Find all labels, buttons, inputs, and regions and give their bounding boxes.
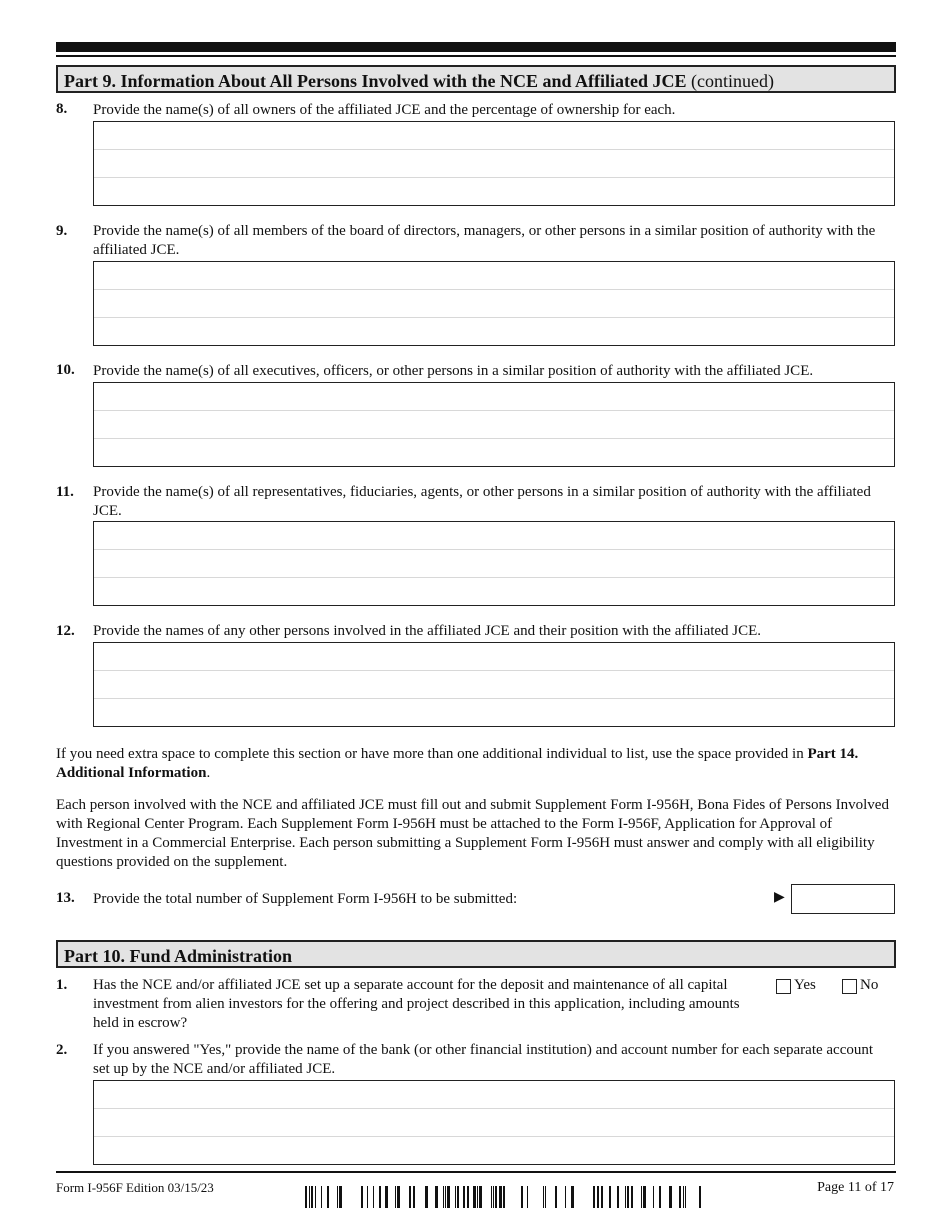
yes-checkbox[interactable]: [776, 979, 791, 994]
q10-answer-field[interactable]: [93, 382, 895, 467]
barcode-icon: [305, 1186, 710, 1208]
yes-label: Yes: [794, 977, 816, 993]
part9-header: [56, 65, 896, 93]
extra-space-note: [56, 745, 896, 783]
q9-text: Provide the name(s) of all members of the board of directors, managers, or other persons in a similar position of authority with the affiliated JCE.: [93, 223, 876, 258]
part9-title-suffix: (continued): [686, 71, 775, 91]
p10-q2-number: 2.: [56, 1042, 68, 1058]
supplement-instructions: Each person involved with the NCE and affiliated JCE must fill out and submit Supplement Form I-956H, Bona Fides of Persons Involved with Regional Center Program. Each Supplement Form I-956H must be attached to the Form I-956F, Application for Approval of Investment in a Commercial Enterprise. Each person submitting a Supplement Form I-956H must answer and comply with all eligibility questions provided on the supplement.: [56, 797, 889, 870]
top-rule-thick: [56, 42, 896, 52]
q10-number: 10.: [56, 362, 75, 378]
no-label: No: [860, 977, 879, 993]
q10-text: Provide the name(s) of all executives, officers, or other persons in a similar position of authority with the affiliated JCE.: [93, 363, 814, 379]
q13-number: 13.: [56, 890, 75, 906]
q11-answer-field[interactable]: [93, 521, 895, 606]
barcode-gap: [703, 1186, 705, 1208]
part10-title: Part 10. Fund Administration: [64, 946, 293, 966]
extra-space-end: .: [206, 765, 211, 781]
q8-answer-field[interactable]: [93, 121, 895, 206]
top-rule-thin: [56, 55, 896, 57]
no-checkbox[interactable]: [842, 979, 857, 994]
part10-header: [56, 940, 896, 968]
q13-count-input[interactable]: [791, 884, 895, 914]
p10-q2-answer-field[interactable]: [93, 1080, 895, 1165]
q11-text: Provide the name(s) of all representatives, fiduciaries, agents, or other persons in a similar position of authority with the affiliated JCE.: [93, 484, 871, 519]
p10-q1-text: Has the NCE and/or affiliated JCE set up a separate account for the deposit and maintenance of all capital investment from alien investors for the offering and project described in this application, including amounts held in escrow?: [93, 977, 740, 1031]
q12-answer-field[interactable]: [93, 642, 895, 727]
p10-q2-text: If you answered "Yes," provide the name of the bank (or other financial institution) and account number for each separate account set up by the NCE and/or affiliated JCE.: [93, 1042, 874, 1077]
p10-q1-number: 1.: [56, 977, 68, 993]
bottom-rule: [56, 1171, 896, 1173]
page-number: Page 11 of 17: [817, 1180, 894, 1195]
form-edition: Form I-956F Edition 03/15/23: [56, 1180, 214, 1195]
part9-title: Part 9. Information About All Persons Involved with the NCE and Affiliated JCE: [64, 71, 687, 91]
q13-text: Provide the total number of Supplement Form I-956H to be submitted:: [93, 891, 518, 907]
q9-number: 9.: [56, 223, 68, 239]
q12-number: 12.: [56, 623, 75, 639]
q8-number: 8.: [56, 101, 68, 117]
q11-number: 11.: [56, 484, 74, 500]
q9-answer-field[interactable]: [93, 261, 895, 346]
q12-text: Provide the names of any other persons involved in the affiliated JCE and their position with the affiliated JCE.: [93, 623, 762, 639]
arrow-right-icon: ▶: [774, 890, 785, 905]
q8-text: Provide the name(s) of all owners of the affiliated JCE and the percentage of ownership for each.: [93, 102, 676, 118]
extra-space-text: If you need extra space to complete this section or have more than one additional individual to list, use the space provided in: [56, 746, 808, 762]
part14-reference-link: Part 14. Additional Information: [56, 746, 859, 781]
